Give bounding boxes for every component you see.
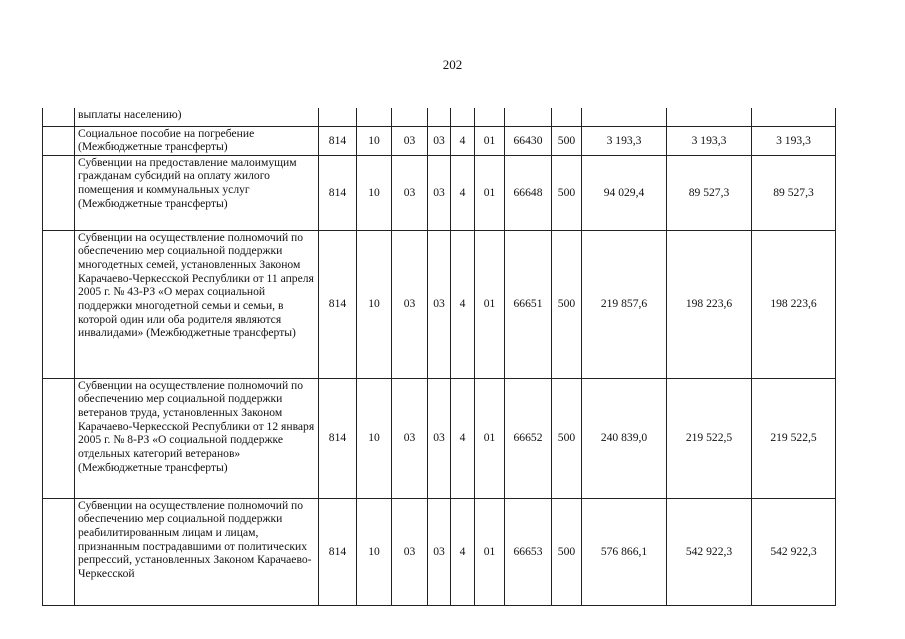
code-cell: 66648: [505, 155, 552, 230]
amount-cell: 3 193,3: [667, 126, 752, 155]
code-cell: 814: [319, 230, 357, 378]
index-cell: [43, 126, 75, 155]
description-cell: Субвенции на осуществление полномочий по обеспечению мер социальной поддержки ветеранов труда, установленных Законом Карачаево-Черкесской Республики от 12 января 2005 г. № 8-РЗ «О социальной поддержке отдельных категорий ветеранов» (Межбюджетные трансферты): [75, 378, 319, 498]
code-cell: 10: [357, 126, 392, 155]
table-row: [43, 498, 836, 605]
amount-cell: 94 029,4: [582, 155, 667, 230]
code-cell: [319, 108, 357, 126]
code-cell: 500: [552, 155, 582, 230]
table-row: [43, 155, 836, 230]
code-cell: 66651: [505, 230, 552, 378]
code-cell: 814: [319, 498, 357, 605]
amount-cell: 219 522,5: [752, 378, 836, 498]
amount-cell: 219 857,6: [582, 230, 667, 378]
table-row: [43, 378, 836, 498]
code-cell: 66430: [505, 126, 552, 155]
code-cell: 10: [357, 498, 392, 605]
description-cell: выплаты населению): [75, 108, 319, 126]
page-number: 202: [442, 57, 463, 72]
code-cell: [475, 108, 505, 126]
code-cell: [428, 108, 451, 126]
code-cell: 10: [357, 155, 392, 230]
amount-cell: 89 527,3: [667, 155, 752, 230]
code-cell: [505, 108, 552, 126]
amount-cell: 198 223,6: [752, 230, 836, 378]
amount-cell: 576 866,1: [582, 498, 667, 605]
index-cell: [43, 155, 75, 230]
code-cell: 4: [451, 498, 475, 605]
code-cell: 4: [451, 378, 475, 498]
index-cell: [43, 378, 75, 498]
amount-cell: 240 839,0: [582, 378, 667, 498]
code-cell: 66652: [505, 378, 552, 498]
amount-cell: [582, 108, 667, 126]
code-cell: 03: [392, 498, 428, 605]
code-cell: 10: [357, 378, 392, 498]
code-cell: 500: [552, 378, 582, 498]
amount-cell: 89 527,3: [752, 155, 836, 230]
amount-cell: [667, 108, 752, 126]
code-cell: 4: [451, 126, 475, 155]
code-cell: 01: [475, 230, 505, 378]
amount-cell: 542 922,3: [667, 498, 752, 605]
code-cell: 814: [319, 155, 357, 230]
code-cell: 03: [392, 126, 428, 155]
index-cell: [43, 498, 75, 605]
description-cell: Социальное пособие на погребение (Межбюджетные трансферты): [75, 126, 319, 155]
description-cell: Субвенции на предоставление малоимущим гражданам субсидий на оплату жилого помещения и коммунальных услуг (Межбюджетные трансферты): [75, 155, 319, 230]
code-cell: [552, 108, 582, 126]
code-cell: 66653: [505, 498, 552, 605]
code-cell: 814: [319, 126, 357, 155]
table-row: [43, 230, 836, 378]
code-cell: 10: [357, 230, 392, 378]
code-cell: 4: [451, 155, 475, 230]
code-cell: 500: [552, 126, 582, 155]
code-cell: 03: [428, 230, 451, 378]
index-cell: [43, 108, 75, 126]
table-row: [43, 126, 836, 155]
code-cell: 03: [428, 126, 451, 155]
amount-cell: 219 522,5: [667, 378, 752, 498]
code-cell: 01: [475, 126, 505, 155]
code-cell: 4: [451, 230, 475, 378]
code-cell: 500: [552, 498, 582, 605]
code-cell: [357, 108, 392, 126]
description-cell: Субвенции на осуществление полномочий по обеспечению мер социальной поддержки реабилитированным лицам и лицам, признанным пострадавшими от политических репрессий, установленных Законом Карачаево-Черкесской: [75, 498, 319, 605]
code-cell: 01: [475, 378, 505, 498]
code-cell: [451, 108, 475, 126]
table-row: [43, 108, 836, 126]
code-cell: [392, 108, 428, 126]
amount-cell: [752, 108, 836, 126]
amount-cell: 3 193,3: [752, 126, 836, 155]
code-cell: 03: [392, 378, 428, 498]
code-cell: 03: [428, 498, 451, 605]
code-cell: 500: [552, 230, 582, 378]
code-cell: 03: [428, 155, 451, 230]
code-cell: 03: [392, 230, 428, 378]
amount-cell: 198 223,6: [667, 230, 752, 378]
description-cell: Субвенции на осуществление полномочий по обеспечению мер социальной поддержки многодетных семей, установленных Законом Карачаево-Черкесской Республики от 11 апреля 2005 г. № 43-РЗ «О мерах социальной поддержки многодетной семьи и семьи, в которой один или оба родителя являются инвалидами» (Межбюджетные трансферты): [75, 230, 319, 378]
code-cell: 03: [428, 378, 451, 498]
index-cell: [43, 230, 75, 378]
code-cell: 03: [392, 155, 428, 230]
amount-cell: 3 193,3: [582, 126, 667, 155]
amount-cell: 542 922,3: [752, 498, 836, 605]
budget-table: [42, 108, 836, 606]
code-cell: 01: [475, 498, 505, 605]
code-cell: 814: [319, 378, 357, 498]
code-cell: 01: [475, 155, 505, 230]
